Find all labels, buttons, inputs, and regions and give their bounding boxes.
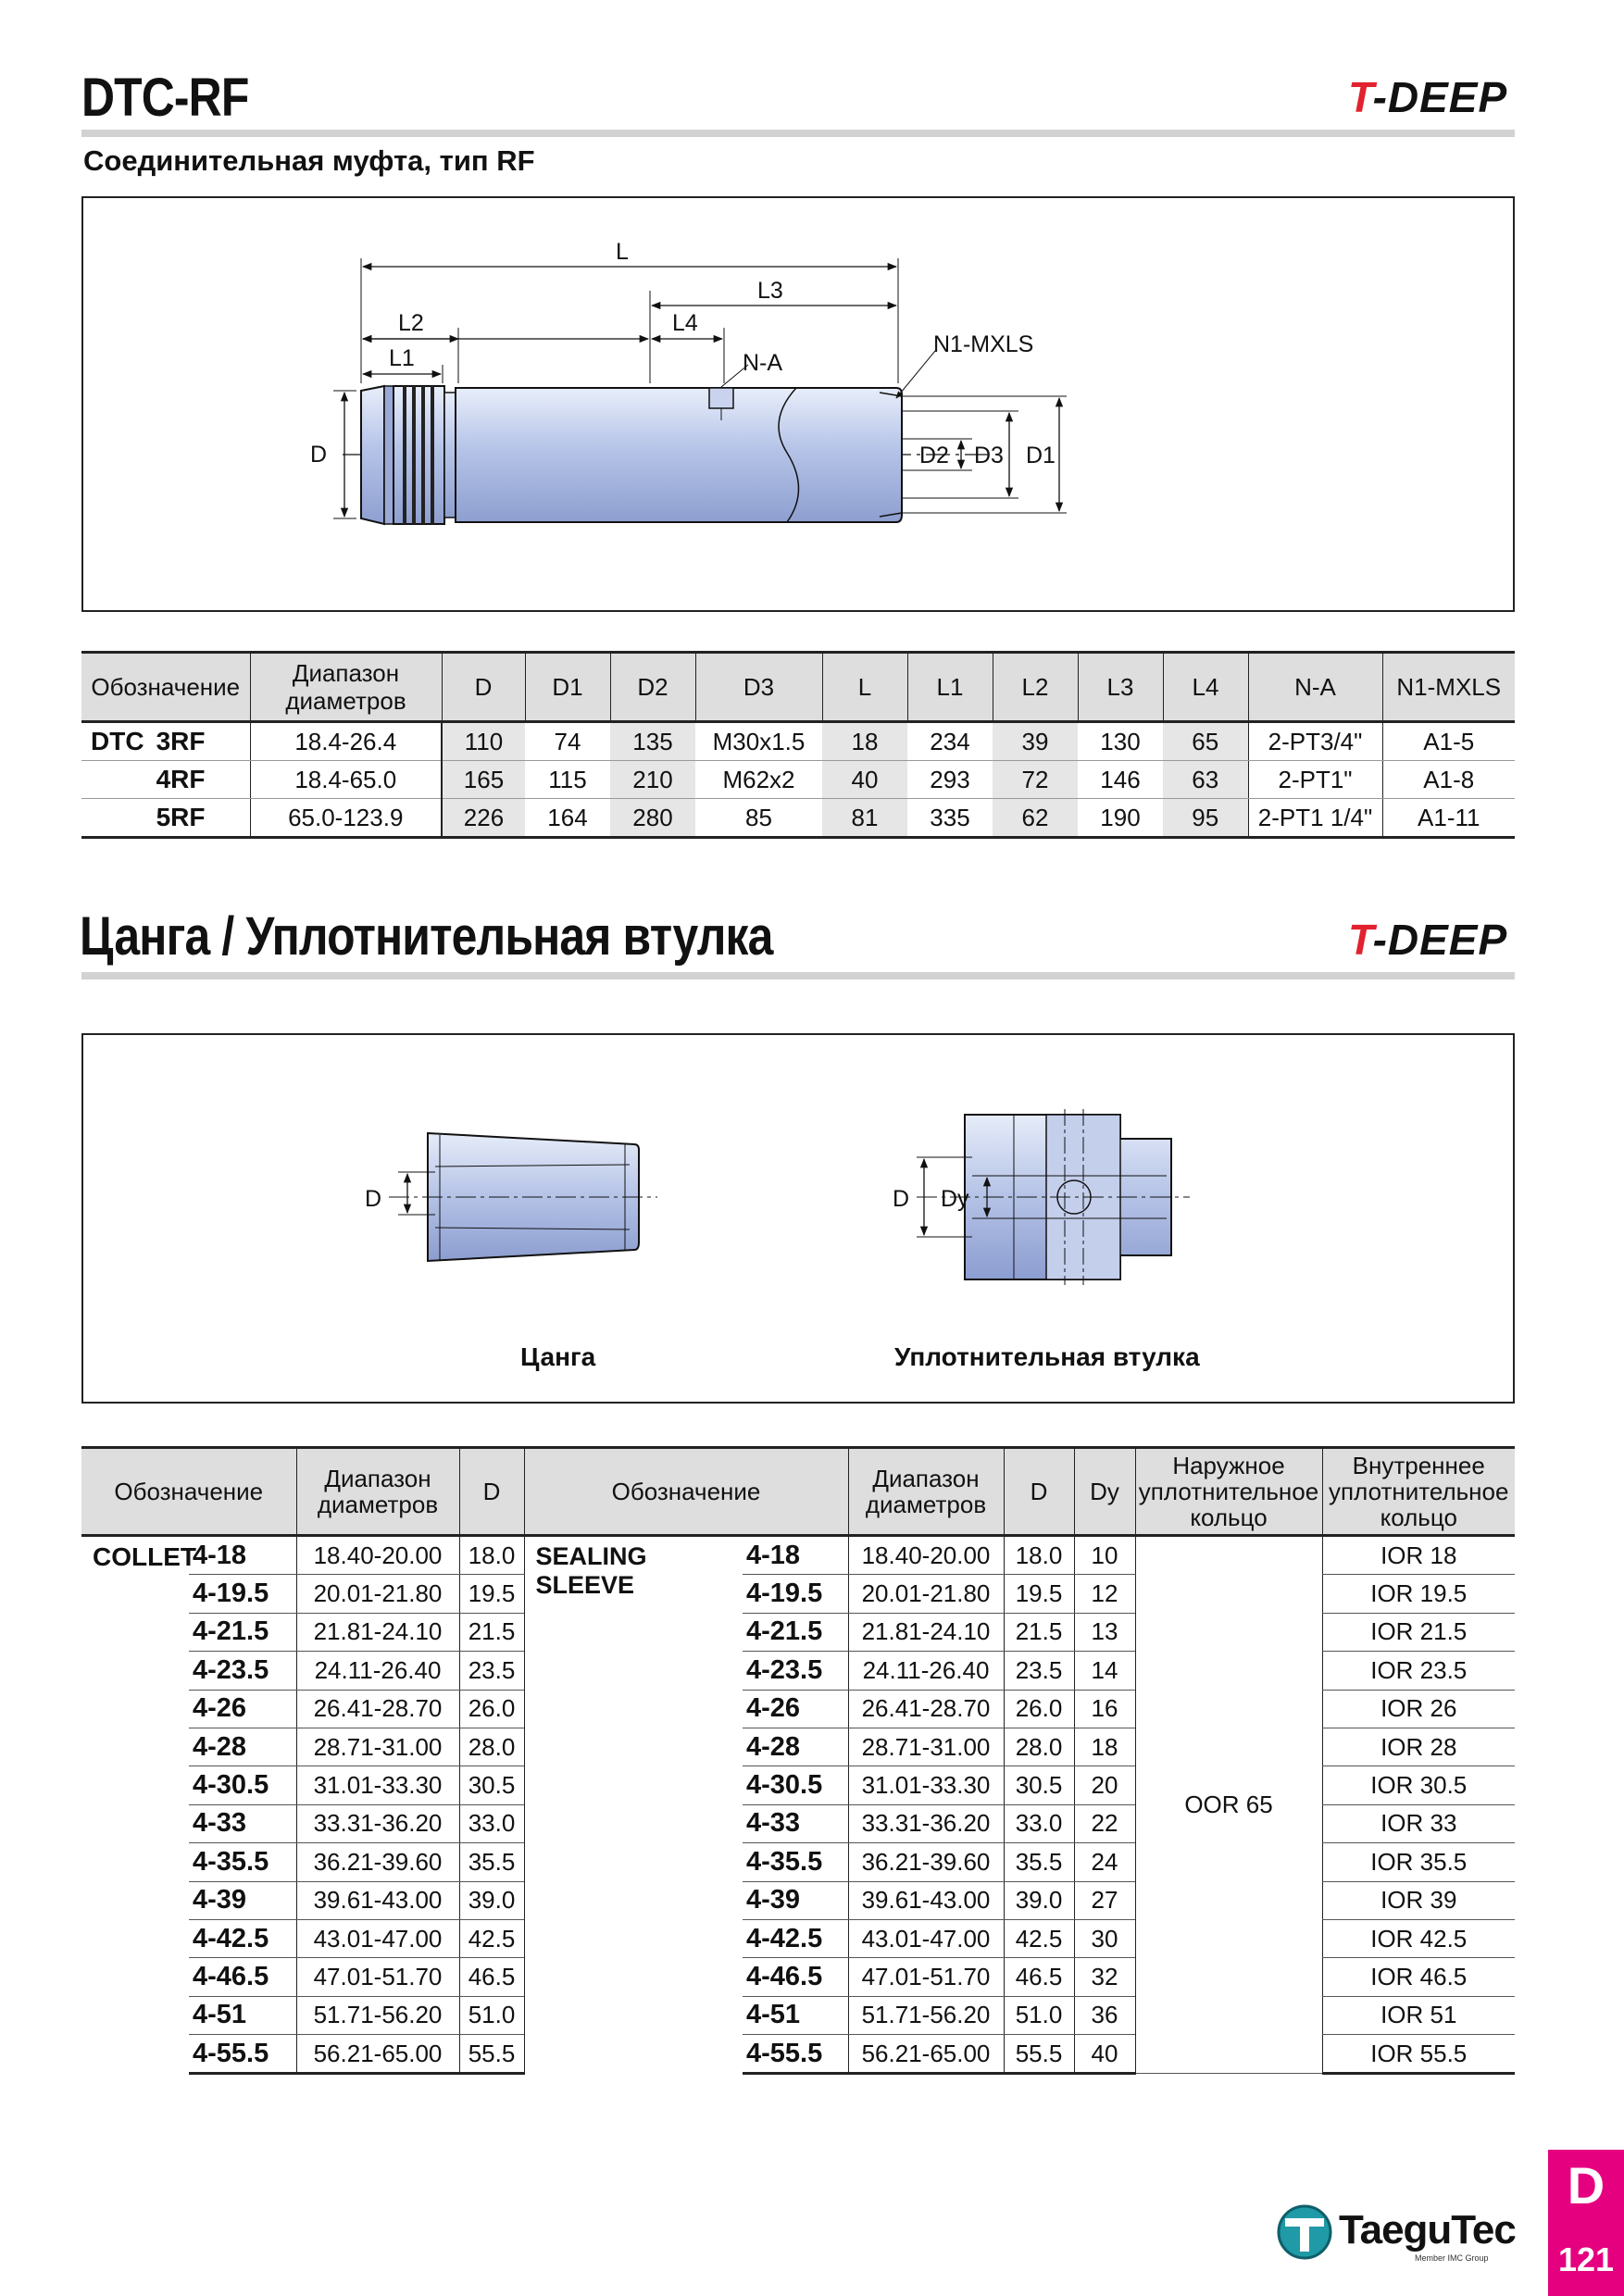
collet-code: 4-23.5 [189, 1652, 296, 1690]
cell: 65.0-123.9 [250, 799, 442, 838]
cell: M62x2 [695, 761, 822, 799]
designation-code: 5RF [81, 799, 250, 838]
cell: 39.61-43.00 [848, 1881, 1004, 1919]
cell: 39.61-43.00 [296, 1881, 459, 1919]
col-header: D [1004, 1448, 1074, 1536]
page-subtitle: Соединительная муфта, тип RF [83, 144, 535, 177]
cell: 24.11-26.40 [848, 1652, 1004, 1690]
cell: 65 [1163, 722, 1248, 761]
col-header: L3 [1078, 653, 1163, 722]
col-header: D2 [610, 653, 695, 722]
cell: 27 [1074, 1881, 1135, 1919]
col-header: Обозначение [524, 1448, 848, 1536]
col-header: D [442, 653, 525, 722]
cell: 56.21-65.00 [296, 2035, 459, 2074]
cell: 33.31-36.20 [848, 1804, 1004, 1842]
coupling-spec-table [81, 651, 1515, 839]
page-number: 121 [1557, 2240, 1615, 2278]
cell: 39 [993, 722, 1078, 761]
cell: 95 [1163, 799, 1248, 838]
cell: 10 [1074, 1536, 1135, 1575]
cell: IOR 19.5 [1322, 1575, 1515, 1613]
collet-code: 4-42.5 [189, 1919, 296, 1957]
cell: IOR 46.5 [1322, 1958, 1515, 1996]
table-row [81, 1536, 1515, 1575]
cell: 190 [1078, 799, 1163, 838]
cell: 23.5 [459, 1652, 524, 1690]
cell: IOR 18 [1322, 1536, 1515, 1575]
collet-sleeve-drawing [83, 1035, 1513, 1402]
cell: IOR 30.5 [1322, 1766, 1515, 1804]
dim-l2-label: L2 [398, 310, 424, 336]
cell: 36 [1074, 1996, 1135, 2034]
col-header: Диапазон диаметров [250, 653, 442, 722]
cell: 40 [822, 761, 907, 799]
brand-letter: T [1348, 73, 1373, 121]
col-header: N1-MXLS [1382, 653, 1515, 722]
col-header: D [459, 1448, 524, 1536]
cell: 31.01-33.30 [848, 1766, 1004, 1804]
collet-code: 4-39 [189, 1881, 296, 1919]
cell: 35.5 [1004, 1843, 1074, 1881]
cell: 43.01-47.00 [848, 1919, 1004, 1957]
cell: 40 [1074, 2035, 1135, 2074]
cell: 33.0 [1004, 1804, 1074, 1842]
cell: 36.21-39.60 [848, 1843, 1004, 1881]
col-header: L2 [993, 653, 1078, 722]
t-deep-logo [1348, 72, 1507, 122]
cell: 21.81-24.10 [296, 1613, 459, 1651]
col-header: Обозначение [81, 1448, 296, 1536]
dim-d-label: D [310, 442, 328, 468]
thread-na-label: N-A [743, 350, 783, 376]
sleeve-code: 4-39 [743, 1881, 848, 1919]
cell: IOR 39 [1322, 1881, 1515, 1919]
cell: 226 [442, 799, 525, 838]
cell: 18 [1074, 1728, 1135, 1766]
cell: 23.5 [1004, 1652, 1074, 1690]
cell: 74 [525, 722, 610, 761]
cell: 2-PT1" [1248, 761, 1382, 799]
sleeve-code: 4-23.5 [743, 1652, 848, 1690]
collet-code: 4-55.5 [189, 2035, 296, 2074]
cell: 20.01-21.80 [848, 1575, 1004, 1613]
col-header: D1 [525, 653, 610, 722]
drawing-box-collet-sleeve [81, 1033, 1515, 1404]
collet-code: 4-46.5 [189, 1958, 296, 1996]
sleeve-code: 4-18 [743, 1536, 848, 1575]
cell: IOR 42.5 [1322, 1919, 1515, 1957]
cell: 20 [1074, 1766, 1135, 1804]
cell: 135 [610, 722, 695, 761]
taegutec-emblem-icon [1276, 2203, 1333, 2261]
cell: 28.0 [1004, 1728, 1074, 1766]
cell: 26.0 [459, 1690, 524, 1728]
dim-d3-label: D3 [974, 443, 1004, 468]
dim-l-label: L [616, 239, 629, 265]
collet-code: 4-21.5 [189, 1613, 296, 1651]
cell: 2-PT1 1/4" [1248, 799, 1382, 838]
cell: 18.40-20.00 [296, 1536, 459, 1575]
col-header: L4 [1163, 653, 1248, 722]
cell: 164 [525, 799, 610, 838]
cell: IOR 28 [1322, 1728, 1515, 1766]
cell: 21.5 [459, 1613, 524, 1651]
designation-code: 4RF [81, 761, 250, 799]
cell: 234 [907, 722, 993, 761]
sleeve-code: 4-30.5 [743, 1766, 848, 1804]
collet-code: 4-35.5 [189, 1843, 296, 1881]
cell: A1-8 [1382, 761, 1515, 799]
cell: 28.0 [459, 1728, 524, 1766]
section-tab [1548, 2150, 1624, 2296]
cell: IOR 51 [1322, 1996, 1515, 2034]
sleeve-code: 4-46.5 [743, 1958, 848, 1996]
col-header: D3 [695, 653, 822, 722]
col-header: L [822, 653, 907, 722]
drawing-box-coupling [81, 196, 1515, 612]
cell: 36.21-39.60 [296, 1843, 459, 1881]
cell: 19.5 [1004, 1575, 1074, 1613]
cell: 16 [1074, 1690, 1135, 1728]
cell: 26.41-28.70 [296, 1690, 459, 1728]
brand-word: -DEEP [1372, 916, 1508, 964]
cell: 51.71-56.20 [296, 1996, 459, 2034]
cell: 18.0 [459, 1536, 524, 1575]
section-tab-letter: D [1567, 2156, 1605, 2215]
cell: 18 [822, 722, 907, 761]
collet-prefix: COLLET [93, 1542, 196, 1571]
cell: 13 [1074, 1613, 1135, 1651]
sleeve-caption: Уплотнительная втулка [894, 1342, 1200, 1371]
sleeve-prefix: SEALING SLEEVE [524, 1536, 743, 2074]
brand-letter: T [1348, 916, 1373, 964]
table-row [81, 761, 1515, 799]
cell: 18.40-20.00 [848, 1536, 1004, 1575]
cell: 24 [1074, 1843, 1135, 1881]
cell: 28.71-31.00 [848, 1728, 1004, 1766]
designation-code: 3RF [156, 727, 206, 755]
cell: 14 [1074, 1652, 1135, 1690]
cell: 18.4-26.4 [250, 722, 442, 761]
dim-l1-label: L1 [389, 345, 415, 371]
col-header: Внутреннее уплотнительное кольцо [1322, 1448, 1515, 1536]
cell: 26.0 [1004, 1690, 1074, 1728]
thread-n1-label: N1-MXLS [933, 331, 1034, 357]
title-rule [81, 130, 1515, 137]
dim-l3-label: L3 [757, 278, 783, 304]
cell: 35.5 [459, 1843, 524, 1881]
cell: 210 [610, 761, 695, 799]
cell: 30.5 [459, 1766, 524, 1804]
cell: IOR 23.5 [1322, 1652, 1515, 1690]
cell: 335 [907, 799, 993, 838]
cell: IOR 35.5 [1322, 1843, 1515, 1881]
designation-prefix: DTC [91, 727, 144, 755]
cell: A1-11 [1382, 799, 1515, 838]
cell: 30 [1074, 1919, 1135, 1957]
collet-code: 4-26 [189, 1690, 296, 1728]
cell: M30x1.5 [695, 722, 822, 761]
dim-d2-label: D2 [919, 443, 949, 468]
cell: 20.01-21.80 [296, 1575, 459, 1613]
cell: 33.0 [459, 1804, 524, 1842]
cell: 62 [993, 799, 1078, 838]
sleeve-code: 4-28 [743, 1728, 848, 1766]
cell: 81 [822, 799, 907, 838]
sleeve-code: 4-35.5 [743, 1843, 848, 1881]
title-rule [81, 972, 1515, 980]
cell: 165 [442, 761, 525, 799]
cell: 31.01-33.30 [296, 1766, 459, 1804]
sleeve-d-label: D [893, 1186, 910, 1212]
sleeve-code: 4-19.5 [743, 1575, 848, 1613]
cell: 43.01-47.00 [296, 1919, 459, 1957]
cell: 32 [1074, 1958, 1135, 1996]
cell: IOR 21.5 [1322, 1613, 1515, 1651]
table-header-row [81, 1448, 1515, 1536]
cell: 12 [1074, 1575, 1135, 1613]
sleeve-dy-label: Dy [941, 1186, 969, 1212]
cell: 30.5 [1004, 1766, 1074, 1804]
cell: 55.5 [459, 2035, 524, 2074]
cell: 46.5 [459, 1958, 524, 1996]
cell: 47.01-51.70 [848, 1958, 1004, 1996]
cell: 85 [695, 799, 822, 838]
cell: 39.0 [459, 1881, 524, 1919]
collet-d-label: D [365, 1186, 382, 1212]
logo-tagline: Member IMC Group [1415, 2253, 1489, 2263]
col-header: Обозначение [81, 653, 250, 722]
collet-code: 4-51 [189, 1996, 296, 2034]
cell: 130 [1078, 722, 1163, 761]
sleeve-code: 4-42.5 [743, 1919, 848, 1957]
cell: 21.81-24.10 [848, 1613, 1004, 1651]
cell: 55.5 [1004, 2035, 1074, 2074]
sleeve-code: 4-33 [743, 1804, 848, 1842]
cell: 33.31-36.20 [296, 1804, 459, 1842]
cell: 146 [1078, 761, 1163, 799]
table-header-row [81, 653, 1515, 722]
col-header: L1 [907, 653, 993, 722]
cell: 24.11-26.40 [296, 1652, 459, 1690]
cell: 63 [1163, 761, 1248, 799]
cell: 51.71-56.20 [848, 1996, 1004, 2034]
page-title: DTC-RF [81, 68, 249, 128]
cell: 280 [610, 799, 695, 838]
collet-sleeve-table [81, 1446, 1515, 2075]
sleeve-code: 4-21.5 [743, 1613, 848, 1651]
table-row [81, 799, 1515, 838]
collet-caption: Цанга [520, 1342, 596, 1371]
cell: 42.5 [459, 1919, 524, 1957]
cell: 115 [525, 761, 610, 799]
cell: 39.0 [1004, 1881, 1074, 1919]
cell: 46.5 [1004, 1958, 1074, 1996]
cell: 2-PT3/4" [1248, 722, 1382, 761]
sleeve-code: 4-55.5 [743, 2035, 848, 2074]
sleeve-code: 4-26 [743, 1690, 848, 1728]
col-header: Диапазон диаметров [848, 1448, 1004, 1536]
cell: 110 [442, 722, 525, 761]
cell: 47.01-51.70 [296, 1958, 459, 1996]
outer-ring-cell: OOR 65 [1135, 1536, 1322, 2074]
dim-l4-label: L4 [672, 310, 698, 336]
cell: 72 [993, 761, 1078, 799]
col-header: N-A [1248, 653, 1382, 722]
cell: 21.5 [1004, 1613, 1074, 1651]
dim-d1-label: D1 [1026, 443, 1056, 468]
logo-wordmark: TaeguTec [1339, 2207, 1516, 2252]
cell: 18.0 [1004, 1536, 1074, 1575]
brand-word: -DEEP [1372, 73, 1508, 121]
cell: 51.0 [1004, 1996, 1074, 2034]
sleeve-code: 4-51 [743, 1996, 848, 2034]
cell: 22 [1074, 1804, 1135, 1842]
cell: 18.4-65.0 [250, 761, 442, 799]
cell: 51.0 [459, 1996, 524, 2034]
collet-code: 4-19.5 [189, 1575, 296, 1613]
col-header: Dy [1074, 1448, 1135, 1536]
table-row [81, 722, 1515, 761]
collet-code: 4-30.5 [189, 1766, 296, 1804]
t-deep-logo [1348, 915, 1507, 965]
cell: IOR 55.5 [1322, 2035, 1515, 2074]
section-title: Цанга / Уплотнительная втулка [80, 906, 773, 967]
taegutec-logo [1276, 2202, 1517, 2266]
designation-cell [81, 722, 250, 761]
cell: 42.5 [1004, 1919, 1074, 1957]
cell: A1-5 [1382, 722, 1515, 761]
col-header: Наружное уплотнительное кольцо [1135, 1448, 1322, 1536]
col-header: Диапазон диаметров [296, 1448, 459, 1536]
cell: 56.21-65.00 [848, 2035, 1004, 2074]
coupling-drawing [83, 198, 1513, 610]
cell: IOR 33 [1322, 1804, 1515, 1842]
cell: 26.41-28.70 [848, 1690, 1004, 1728]
collet-code: 4-33 [189, 1804, 296, 1842]
cell: 293 [907, 761, 993, 799]
collet-code: 4-18 [189, 1536, 296, 1575]
cell: 28.71-31.00 [296, 1728, 459, 1766]
cell: IOR 26 [1322, 1690, 1515, 1728]
collet-code: 4-28 [189, 1728, 296, 1766]
cell: 19.5 [459, 1575, 524, 1613]
